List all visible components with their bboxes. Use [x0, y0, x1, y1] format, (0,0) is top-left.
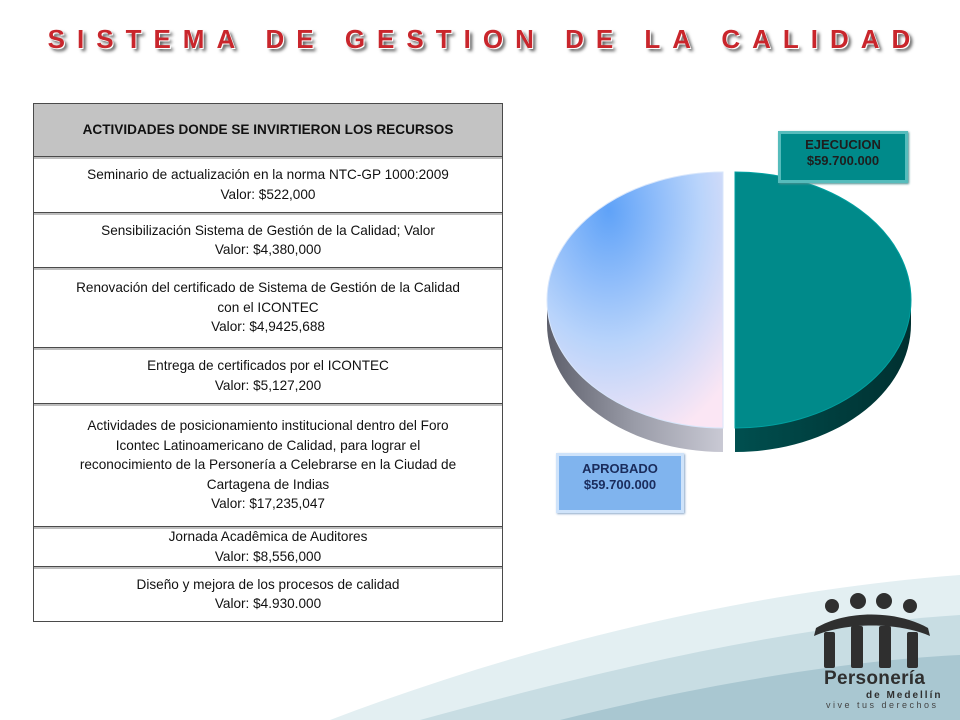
activity-value: Valor: $17,235,047: [211, 496, 325, 512]
ejecucion-slice: [735, 172, 911, 452]
activity-value: Valor: $522,000: [220, 186, 316, 202]
activity-line: Icontec Latinoamericano de Calidad, para lograr el: [115, 437, 421, 453]
activity-cell: [34, 213, 503, 268]
activity-line: Renovación del certificado de Sistema de Gestión de la Calidad: [76, 280, 460, 296]
table-header-row: [34, 104, 503, 157]
ejecucion-label-value: $59.700.000: [806, 153, 880, 168]
activity-line: reconocimiento de la Personería a Celebrarse en la Ciudad de: [79, 457, 457, 473]
aprobado-slice: [547, 172, 723, 452]
activity-cell: [34, 527, 503, 567]
aprobado-label-name: APROBADO: [582, 461, 658, 476]
slide-title: SISTEMA DE GESTION DE LA CALIDAD: [47, 24, 923, 54]
logo-name: Personería: [824, 668, 926, 689]
activity-line: con el ICONTEC: [217, 299, 319, 315]
aprobado-label: [556, 453, 684, 513]
activity-value: Valor: $5,127,200: [214, 377, 322, 393]
personeria-logo: [806, 592, 946, 712]
table-row: [34, 157, 503, 213]
table-header: ACTIVIDADES DONDE SE INVIRTIERON LOS RECURSOS: [34, 104, 503, 157]
logo-tagline: vive tus derechos: [826, 700, 939, 710]
activity-value: Valor: $4,380,000: [214, 242, 322, 257]
logo-city: de Medellín: [866, 690, 943, 701]
activity-cell: [34, 567, 503, 622]
activity-line: Jornada Acadêmica de Auditores: [168, 529, 368, 544]
table-row: [34, 348, 503, 404]
table-row: [34, 567, 503, 622]
table-row: [34, 213, 503, 268]
ejecucion-label: [778, 131, 908, 183]
activity-line: Actividades de posicionamiento institucional dentro del Foro: [87, 418, 449, 434]
activity-value: Valor: $4.930.000: [214, 596, 322, 611]
activities-table: [33, 103, 503, 622]
activity-line: Seminario de actualización en la norma NTC-GP 1000:2009: [87, 167, 449, 182]
activity-cell: [34, 348, 503, 404]
aprobado-label-value: $59.700.000: [583, 477, 657, 492]
table-row: [34, 527, 503, 567]
activity-value: Valor: $8,556,000: [214, 548, 322, 564]
table-row: [34, 404, 503, 527]
activity-line: Diseño y mejora de los procesos de calidad: [136, 576, 400, 592]
activity-value: Valor: $4,9425,688: [211, 319, 325, 335]
activity-line: Cartagena de Indias: [206, 476, 330, 492]
activity-cell: [34, 157, 503, 213]
activity-cell: [34, 404, 503, 527]
table-row: [34, 268, 503, 348]
people-group-icon: [806, 592, 946, 672]
ejecucion-label-name: EJECUCION: [805, 137, 881, 152]
activity-line: Entrega de certificados por el ICONTEC: [147, 358, 389, 373]
activity-cell: [34, 268, 503, 348]
activity-line: Sensibilización Sistema de Gestión de la Calidad; Valor: [101, 222, 435, 238]
